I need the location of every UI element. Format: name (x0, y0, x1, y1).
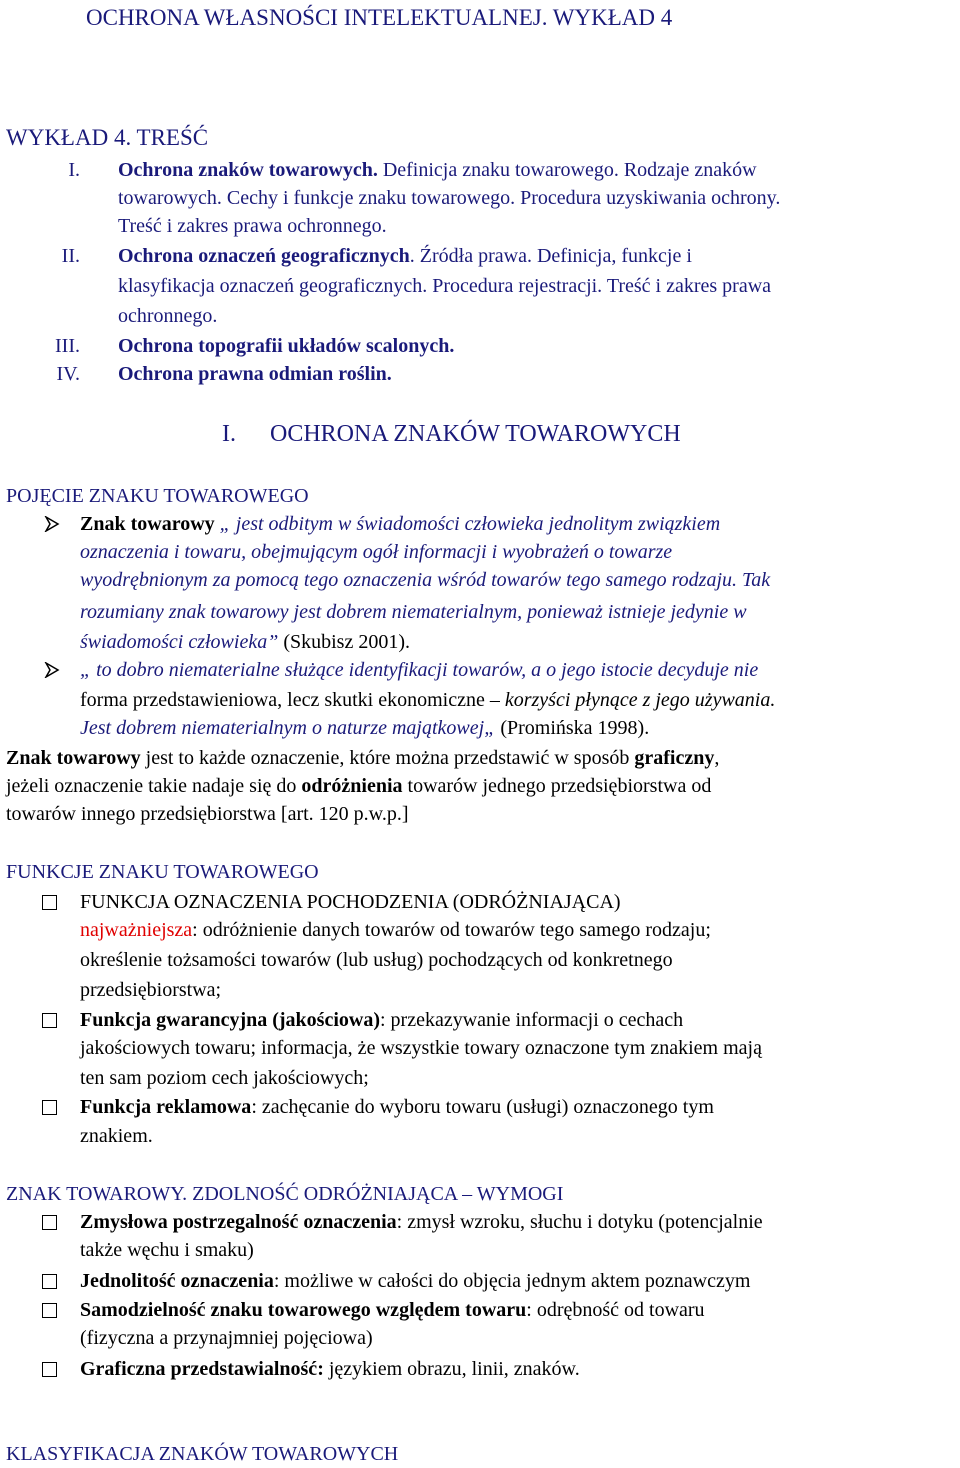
toc-item-2-bold: Ochrona oznaczeń geograficznych (118, 245, 410, 267)
checkbox-bullet-icon (42, 1013, 57, 1028)
pojecie-bullet-2-line-2: forma przedstawieniowa, lecz skutki ekonomiczne – korzyści płynące z jego używania. (80, 689, 776, 711)
pojecie-bullet-1-line-3: wyodrębnionym za pomocą tego oznaczenia wśród towarów tego samego rodzaju. Tak (80, 569, 771, 591)
toc-item-1-line3: Treść i zakres prawa ochronnego. (118, 215, 387, 237)
funkcja-1-line-1: najważniejsza: odróżnienie danych towarów od towarów tego samego rodzaju; (80, 919, 711, 941)
wymog-1-line-1: Zmysłowa postrzegalność oznaczenia: zmysł wzroku, słuchu i dotyku (potencjalnie (80, 1211, 763, 1233)
definition-line-3: towarów innego przedsiębiorstwa [art. 120 p.w.p.] (6, 803, 409, 825)
pojecie-bullet-1-line-2: oznaczenia i towaru, obejmującym ogół informacji i wyobrażeń o towarze (80, 541, 673, 563)
funkcje-heading: FUNKCJE ZNAKU TOWAROWEGO (6, 861, 319, 883)
funkcja-2-line-2: jakościowych towaru; informacja, że wszystkie towary oznaczone tym znakiem mają (80, 1037, 762, 1059)
checkbox-bullet-icon (42, 1274, 57, 1289)
toc-item-1-line2: towarowych. Cechy i funkcje znaku towarowego. Procedura uzyskiwania ochrony. (118, 187, 781, 209)
funkcja-2-line-1: Funkcja gwarancyjna (jakościowa): przekazywanie informacji o cechach (80, 1009, 684, 1031)
checkbox-bullet-icon (42, 1100, 57, 1115)
toc-item-2-number: II. (61, 245, 80, 267)
toc-item-1-number: I. (68, 159, 80, 181)
funkcja-1-line-2: określenie tożsamości towarów (lub usług) pochodzących od konkretnego (80, 949, 673, 971)
section-number: I. (222, 421, 236, 447)
pojecie-bullet-1-line-4: rozumiany znak towarowy jest dobrem niematerialnym, ponieważ istnieje jedynie w (80, 601, 747, 623)
klasyfikacja-heading: KLASYFIKACJA ZNAKÓW TOWAROWYCH (6, 1443, 399, 1465)
funkcja-3-line-2: znakiem. (80, 1125, 153, 1147)
pojecie-bullet-2-line-3: Jest dobrem niematerialnym o naturze majątkowej„ (Promińska 1998). (80, 717, 650, 739)
pojecie-bullet-2-line-1: „ to dobro niematerialne służące identyfikacji towarów, a o jego istocie decyduje nie (80, 659, 759, 681)
toc-item-2 (118, 242, 692, 270)
arrow-bullet-icon (44, 516, 60, 532)
toc-item-3: Ochrona topografii układów scalonych. (118, 335, 455, 357)
pojecie-bullet-1-line-5: świadomości człowieka” (Skubisz 2001). (80, 631, 411, 653)
toc-item-4-number: IV. (56, 363, 80, 385)
wymog-2-line-1: Jednolitość oznaczenia: możliwe w całości do objęcia jednym aktem poznawczym (80, 1270, 751, 1292)
checkbox-bullet-icon (42, 1303, 57, 1318)
wymog-3-line-2: (fizyczna a przynajmniej pojęciowa) (80, 1327, 373, 1349)
pojecie-heading: POJĘCIE ZNAKU TOWAROWEGO (6, 485, 309, 507)
checkbox-bullet-icon (42, 1215, 57, 1230)
toc-item-3-number: III. (55, 335, 80, 357)
section-title: OCHRONA ZNAKÓW TOWAROWYCH (270, 421, 681, 447)
wymog-3-line-1: Samodzielność znaku towarowego względem towaru: odrębność od towaru (80, 1299, 705, 1321)
wymog-1-line-2: także węchu i smaku) (80, 1239, 254, 1261)
toc-item-1-text: Definicja znaku towarowego. Rodzaje znaków (377, 159, 757, 181)
toc-item-1-bold: Ochrona znaków towarowych. (118, 159, 378, 181)
funkcja-3-line-1: Funkcja reklamowa: zachęcanie do wyboru towaru (usługi) oznaczonego tym (80, 1096, 714, 1118)
toc-heading: WYKŁAD 4. TREŚĆ (6, 125, 209, 150)
funkcja-1-title: FUNKCJA OZNACZENIA POCHODZENIA (ODRÓŻNIAJĄCA) (80, 891, 621, 913)
znak-towarowy-term: Znak towarowy (80, 513, 215, 535)
toc-item-1 (118, 156, 757, 184)
toc-item-4: Ochrona prawna odmian roślin. (118, 363, 392, 385)
checkbox-bullet-icon (42, 1362, 57, 1377)
toc-item-2-line2: klasyfikacja oznaczeń geograficznych. Procedura rejestracji. Treść i zakres prawa (118, 275, 772, 297)
toc-item-2-line3: ochronnego. (118, 305, 218, 327)
definition-line-2: jeżeli oznaczenie takie nadaje się do odróżnienia towarów jednego przedsiębiorstwa od (6, 775, 712, 797)
toc-item-2-text: . Źródła prawa. Definicja, funkcje i (409, 245, 692, 267)
definition-line-1: Znak towarowy jest to każde oznaczenie, które można przedstawić w sposób graficzny, (6, 747, 720, 769)
zdolnosc-heading: ZNAK TOWAROWY. ZDOLNOŚĆ ODRÓŻNIAJĄCA – WYMOGI (6, 1183, 564, 1205)
checkbox-bullet-icon (42, 895, 57, 910)
document-title: OCHRONA WŁASNOŚCI INTELEKTUALNEJ. WYKŁAD 4 (86, 5, 673, 30)
pojecie-bullet-1-line-1: Znak towarowy „ jest odbitym w świadomości człowieka jednolitym związkiem (80, 513, 721, 535)
funkcja-1-line-3: przedsiębiorstwa; (80, 979, 222, 1001)
funkcja-2-line-3: ten sam poziom cech jakościowych; (80, 1067, 369, 1089)
wymog-4-line-1: Graficzna przedstawialność: językiem obrazu, linii, znaków. (80, 1358, 580, 1380)
arrow-bullet-icon (44, 662, 60, 678)
najwazniejsza-label: najważniejsza (80, 919, 193, 941)
